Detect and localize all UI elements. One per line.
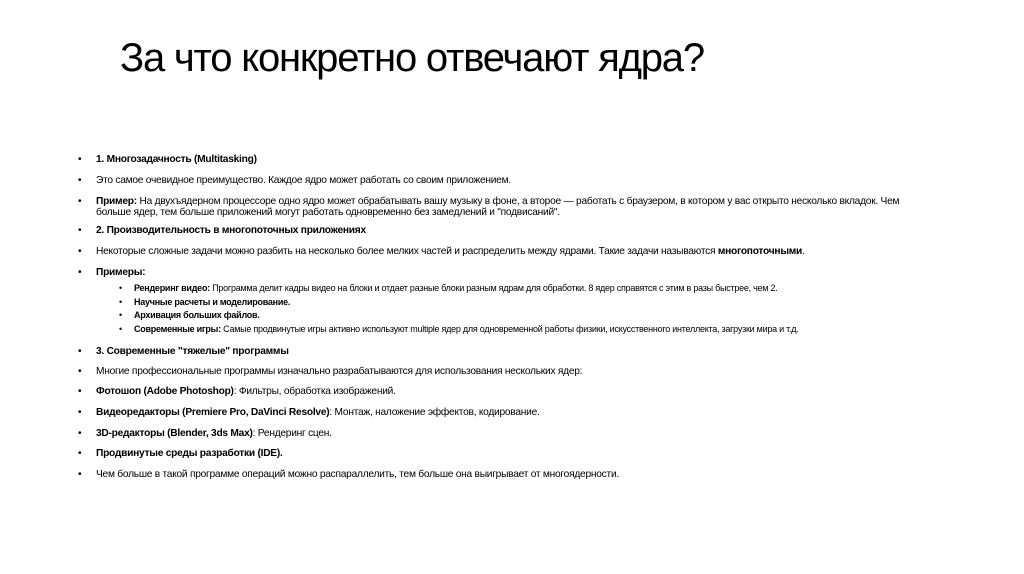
bullet-icon: • [78,469,82,480]
list-item [78,428,928,439]
list-item [78,175,928,186]
bullet-icon: • [119,310,123,320]
item-text: Программа делит кадры видео на блоки и отдает разные блоки разным ядрам для обработки. 8 ядер справятся с этим в разы быстрее, чем 2. [209,283,778,293]
item-text: Чем больше в такой программе операций можно распараллелить, тем больше она выигрывает от многоядерности. [96,469,619,480]
list-item [78,196,928,218]
bullet-icon: • [78,386,82,397]
item-text: : Рендеринг сцен. [252,428,332,439]
list-item [78,407,928,418]
bullet-icon: • [78,225,82,236]
item-bold: 3. Современные "тяжелые" программы [96,346,289,357]
list-item [78,267,928,278]
item-bold: 2. Производительность в многопоточных приложениях [96,225,366,236]
bullet-icon: • [78,196,82,207]
list-item [78,448,928,459]
item-bold: Рендеринг видео: [134,283,210,293]
bullet-icon: • [78,346,82,357]
item-bold: Видеоредакторы (Premiere Pro, DaVinci Resolve) [96,407,330,418]
sub-list-item [119,283,919,294]
sub-list-item [119,324,979,335]
item-text: . [802,246,805,257]
item-text: Самые продвинутые игры активно используют multiple ядер для одновременной работы физики, искусственного интеллекта, загрузки мира и т.д. [220,324,799,334]
list-item [78,469,928,480]
list-item [78,246,928,257]
item-text: Это самое очевидное преимущество. Каждое ядро может работать со своим приложением. [96,175,511,186]
bullet-icon: • [78,407,82,418]
bullet-icon: • [78,246,82,257]
bullet-icon: • [78,428,82,439]
bullet-icon: • [78,154,82,165]
sub-list-item [119,297,919,308]
bullet-icon: • [78,267,82,278]
list-item [78,386,928,397]
list-item [78,366,928,377]
item-bold: многопоточными [717,246,803,257]
item-text: На двухъядерном процессоре одно ядро может обрабатывать вашу музыку в фоне, а второе — работать с браузером, в котором у вас открыто несколько вкладок. Чем больше ядер, тем больше приложений могут работать одновременно без замедлений и "подвисаний". [96,196,900,218]
item-bold: 3D-редакторы (Blender, 3ds Max) [96,428,253,439]
bullet-icon: • [119,297,123,307]
sub-list-item [119,310,919,321]
item-text: : Монтаж, наложение эффектов, кодирование. [329,407,540,418]
list-item [78,225,928,236]
item-text: Некоторые сложные задачи можно разбить на несколько более мелких частей и распределить между ядрами. Такие задачи называются [96,246,718,257]
list-item [78,154,928,165]
item-text: : Фильтры, обработка изображений. [233,386,396,397]
item-bold: 1. Многозадачность (Multitasking) [96,154,257,165]
bullet-icon: • [119,283,123,293]
item-bold: Фотошоп (Adobe Photoshop) [96,386,234,397]
bullet-icon: • [119,324,123,334]
bullet-icon: • [78,175,82,186]
item-bold: Научные расчеты и моделирование. [134,297,291,307]
item-bold: Примеры: [96,267,146,278]
item-bold: Продвинутые среды разработки (IDE). [96,448,283,459]
item-text: Многие профессиональные программы изначально разрабатываются для использования нескольких ядер: [96,366,583,377]
bullet-icon: • [78,366,82,377]
item-bold: Пример: [96,196,137,207]
bullet-icon: • [78,448,82,459]
item-bold: Современные игры: [134,324,221,334]
item-bold: Архивация больших файлов. [134,310,260,320]
list-item [78,346,928,357]
slide-title: За что конкретно отвечают ядра? [120,36,704,80]
